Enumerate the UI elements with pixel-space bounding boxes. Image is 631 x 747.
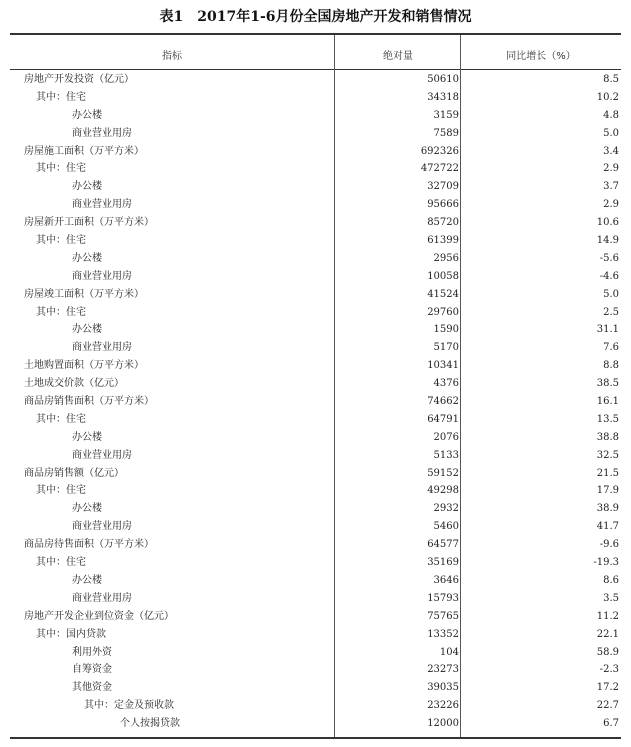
row-absolute-value: 3646 [433, 574, 459, 586]
row-label: 商品房销售额（亿元） [24, 467, 124, 479]
row-label: 商品房待售面积（万平方米） [24, 539, 154, 551]
row-label: 个人按揭贷款 [120, 718, 180, 730]
row-label: 其中：住宅 [36, 413, 86, 425]
row-yoy-value: 10.2 [596, 91, 619, 103]
table-row [10, 304, 621, 322]
row-label: 土地购置面积（万平方米） [24, 360, 144, 372]
row-label: 自筹资金 [72, 664, 112, 676]
row-absolute-value: 104 [439, 646, 459, 658]
row-label: 办公楼 [72, 503, 102, 515]
row-label: 办公楼 [72, 574, 102, 586]
row-yoy-value: 11.2 [596, 610, 619, 622]
row-yoy-value: 2.9 [603, 163, 619, 175]
row-label: 房屋新开工面积（万平方米） [24, 217, 154, 229]
table-row [10, 393, 621, 411]
table-row [10, 429, 621, 447]
table-row [10, 590, 621, 608]
table-row [10, 465, 621, 483]
row-yoy-value: 38.9 [596, 503, 619, 515]
row-label: 其中：国内贷款 [36, 628, 106, 640]
row-yoy-value: 10.6 [596, 217, 619, 229]
row-absolute-value: 29760 [427, 306, 459, 318]
table-row [10, 644, 621, 662]
row-label: 房屋竣工面积（万平方米） [24, 288, 144, 300]
row-absolute-value: 50610 [427, 74, 459, 85]
header-absolute: 绝对量 [383, 51, 413, 62]
row-absolute-value: 75765 [427, 610, 459, 622]
table-row [10, 250, 621, 268]
row-yoy-value: 7.6 [603, 342, 619, 354]
row-yoy-value: 22.7 [596, 700, 619, 712]
row-absolute-value: 12000 [427, 718, 459, 730]
row-absolute-value: 4376 [433, 378, 459, 390]
row-absolute-value: 15793 [427, 592, 459, 604]
table-row [10, 178, 621, 196]
row-absolute-value: 74662 [427, 396, 459, 408]
table-row [10, 357, 621, 375]
table-row [10, 232, 621, 250]
row-yoy-value: 5.0 [603, 127, 619, 139]
row-label: 商业营业用房 [72, 199, 132, 211]
row-label: 其中：定金及预收款 [84, 700, 174, 712]
row-yoy-value: -5.6 [599, 252, 619, 264]
row-yoy-value: 3.5 [603, 592, 619, 604]
row-absolute-value: 32709 [427, 181, 459, 193]
row-absolute-value: 85720 [427, 217, 459, 229]
row-absolute-value: 59152 [427, 467, 459, 479]
row-label: 办公楼 [72, 324, 102, 336]
row-yoy-value: 31.1 [596, 324, 619, 336]
row-absolute-value: 61399 [427, 235, 459, 247]
table-row [10, 89, 621, 107]
table-row [10, 411, 621, 429]
table-row [10, 286, 621, 304]
row-yoy-value: -9.6 [599, 539, 619, 551]
row-absolute-value: 41524 [427, 288, 459, 300]
row-label: 商业营业用房 [72, 592, 132, 604]
table-row [10, 268, 621, 286]
table-row [10, 697, 621, 715]
row-yoy-value: 3.7 [603, 181, 619, 193]
row-label: 其中：住宅 [36, 163, 86, 175]
table-row [10, 339, 621, 357]
table-row [10, 679, 621, 697]
table-row [10, 71, 621, 89]
row-yoy-value: 38.5 [596, 378, 619, 390]
row-yoy-value: 38.8 [596, 431, 619, 443]
table-row [10, 107, 621, 125]
row-yoy-value: 8.8 [603, 360, 619, 372]
row-absolute-value: 2956 [433, 252, 459, 264]
table-row [10, 143, 621, 161]
row-absolute-value: 95666 [427, 199, 459, 211]
row-absolute-value: 2076 [433, 431, 459, 443]
row-absolute-value: 49298 [427, 485, 459, 497]
table-row [10, 160, 621, 178]
table-row [10, 518, 621, 536]
row-yoy-value: 4.8 [603, 109, 619, 121]
header-indicator: 指标 [162, 51, 182, 62]
table-row [10, 536, 621, 554]
table-row [10, 500, 621, 518]
table-header [10, 35, 621, 69]
row-label: 房屋施工面积（万平方米） [24, 145, 144, 157]
table-row [10, 554, 621, 572]
row-label: 办公楼 [72, 431, 102, 443]
table-row [10, 572, 621, 590]
row-yoy-value: 5.0 [603, 288, 619, 300]
row-absolute-value: 34318 [427, 91, 459, 103]
row-yoy-value: 3.4 [603, 145, 619, 157]
table-row [10, 482, 621, 500]
row-absolute-value: 10341 [427, 360, 459, 372]
row-yoy-value: 2.9 [603, 199, 619, 211]
row-absolute-value: 64577 [427, 539, 459, 551]
header-yoy: 同比增长（%） [506, 51, 576, 62]
row-label: 房地产开发企业到位资金（亿元） [24, 610, 174, 622]
row-label: 商业营业用房 [72, 449, 132, 461]
row-yoy-value: 58.9 [596, 646, 619, 658]
row-label: 商品房销售面积（万平方米） [24, 396, 154, 408]
row-yoy-value: 6.7 [603, 718, 619, 730]
row-absolute-value: 7589 [433, 127, 459, 139]
row-yoy-value: -19.3 [593, 557, 619, 569]
row-absolute-value: 472722 [420, 163, 459, 175]
table-row [10, 375, 621, 393]
row-label: 其中：住宅 [36, 485, 86, 497]
table-row [10, 715, 621, 733]
row-label: 其中：住宅 [36, 91, 86, 103]
row-yoy-value: 14.9 [596, 235, 619, 247]
row-label: 利用外资 [72, 646, 112, 658]
row-yoy-value: 8.6 [603, 574, 619, 586]
row-absolute-value: 2932 [433, 503, 459, 515]
row-label: 房地产开发投资（亿元） [24, 74, 134, 85]
row-absolute-value: 692326 [420, 145, 459, 157]
table-title: 表1 2017年1-6月份全国房地产开发和销售情况 [159, 9, 472, 25]
row-label: 其中：住宅 [36, 557, 86, 569]
row-label: 其他资金 [72, 682, 112, 694]
row-label: 办公楼 [72, 181, 102, 193]
row-absolute-value: 10058 [427, 270, 459, 282]
row-yoy-value: 2.5 [603, 306, 619, 318]
row-absolute-value: 35169 [427, 557, 459, 569]
row-absolute-value: 39035 [427, 682, 459, 694]
row-yoy-value: 32.5 [596, 449, 619, 461]
row-label: 办公楼 [72, 252, 102, 264]
row-yoy-value: -2.3 [599, 664, 619, 676]
header-rule [10, 69, 621, 70]
row-yoy-value: 21.5 [596, 467, 619, 479]
table-body [10, 71, 621, 733]
row-label: 其中：住宅 [36, 235, 86, 247]
row-label: 办公楼 [72, 109, 102, 121]
row-yoy-value: 16.1 [596, 396, 619, 408]
row-absolute-value: 13352 [427, 628, 459, 640]
row-yoy-value: 13.5 [596, 413, 619, 425]
row-absolute-value: 5460 [433, 521, 459, 533]
row-label: 其中：住宅 [36, 306, 86, 318]
table-row [10, 196, 621, 214]
row-yoy-value: 22.1 [596, 628, 619, 640]
row-absolute-value: 5133 [433, 449, 459, 461]
row-label: 土地成交价款（亿元） [24, 378, 124, 390]
row-yoy-value: 41.7 [596, 521, 619, 533]
table-row [10, 321, 621, 339]
table-row [10, 447, 621, 465]
table-row [10, 214, 621, 232]
table-row [10, 608, 621, 626]
table-bottom-rule [10, 737, 621, 739]
row-absolute-value: 5170 [433, 342, 459, 354]
row-absolute-value: 1590 [433, 324, 459, 336]
table-row [10, 626, 621, 644]
row-label: 商业营业用房 [72, 270, 132, 282]
row-yoy-value: -4.6 [599, 270, 619, 282]
row-absolute-value: 64791 [427, 413, 459, 425]
row-absolute-value: 3159 [433, 109, 459, 121]
row-absolute-value: 23226 [427, 700, 459, 712]
row-yoy-value: 17.2 [596, 682, 619, 694]
table-row [10, 661, 621, 679]
row-absolute-value: 23273 [427, 664, 459, 676]
row-yoy-value: 17.9 [596, 485, 619, 497]
row-label: 商业营业用房 [72, 127, 132, 139]
row-label: 商业营业用房 [72, 521, 132, 533]
row-yoy-value: 8.5 [603, 74, 619, 85]
table-row [10, 125, 621, 143]
row-label: 商业营业用房 [72, 342, 132, 354]
